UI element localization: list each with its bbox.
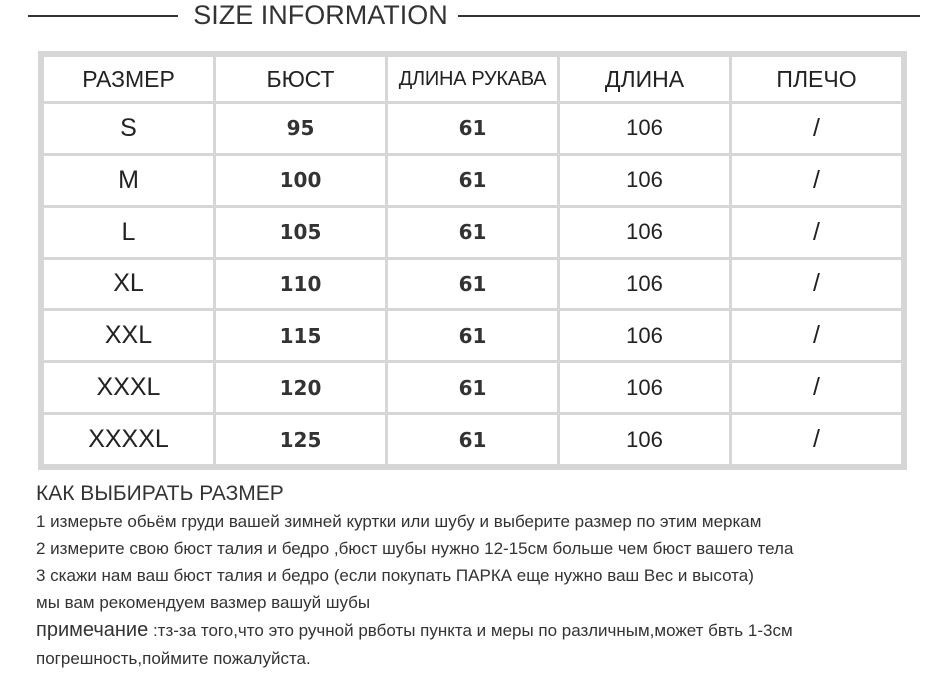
- table-row: [44, 311, 901, 360]
- cell-size: M: [44, 156, 213, 205]
- header-shoulder: ПЛЕЧО: [732, 57, 901, 101]
- note-label: примечание: [36, 619, 149, 641]
- note-text: :тз-за того,что это ручной рвботы пункта и меры по различным,может бвть 1-3см: [148, 621, 793, 640]
- header-sleeve-length: ДЛИНА РУКАВА: [388, 57, 557, 101]
- cell-shoulder: /: [732, 311, 901, 360]
- cell-length: 106: [560, 156, 729, 205]
- table-row: [44, 104, 901, 153]
- cell-shoulder: /: [732, 104, 901, 153]
- cell-sleeve: 61: [388, 415, 557, 464]
- table-row: [44, 363, 901, 412]
- table-row: [44, 208, 901, 257]
- cell-sleeve: 61: [388, 311, 557, 360]
- guide-step-1: 1 измерьте обьём груди вашей зимней куртки или шубу и выберите размер по этим меркам: [36, 512, 762, 531]
- cell-bust: 105: [216, 208, 385, 257]
- size-table-frame: [38, 51, 907, 470]
- cell-sleeve: 61: [388, 104, 557, 153]
- size-information-title-row: [28, 0, 920, 30]
- table-row: [44, 156, 901, 205]
- header-bust: БЮСТ: [216, 57, 385, 101]
- page-title: SIZE INFORMATION: [193, 0, 448, 30]
- guide-heading: КАК ВЫБИРАТЬ РАЗМЕР: [36, 482, 284, 505]
- header-length: ДЛИНА: [560, 57, 729, 101]
- cell-sleeve: 61: [388, 260, 557, 309]
- header-size: РАЗМЕР: [44, 57, 213, 101]
- cell-length: 106: [560, 104, 729, 153]
- table-row: [44, 415, 901, 464]
- cell-bust: 120: [216, 363, 385, 412]
- size-guide: [36, 480, 936, 672]
- table-header-row: [44, 57, 901, 101]
- guide-step-2: 2 измерите свою бюст талия и бедро ,бюст шубы нужно 12-15см больше чем бюст вашего тела: [36, 539, 794, 558]
- cell-bust: 100: [216, 156, 385, 205]
- cell-length: 106: [560, 208, 729, 257]
- size-table: [41, 54, 904, 467]
- title-rule-left: [28, 15, 178, 17]
- cell-shoulder: /: [732, 156, 901, 205]
- cell-sleeve: 61: [388, 156, 557, 205]
- cell-shoulder: /: [732, 208, 901, 257]
- cell-length: 106: [560, 415, 729, 464]
- cell-length: 106: [560, 363, 729, 412]
- cell-shoulder: /: [732, 363, 901, 412]
- cell-sleeve: 61: [388, 208, 557, 257]
- cell-size: XXL: [44, 311, 213, 360]
- cell-size: XL: [44, 260, 213, 309]
- guide-recommendation: мы вам рекомендуем вазмер вашуй шубы: [36, 593, 371, 612]
- cell-size: S: [44, 104, 213, 153]
- guide-step-3: 3 скажи нам ваш бюст талия и бедро (если покупать ПАРКА еще нужно ваш Вес и высота): [36, 566, 754, 585]
- table-row: [44, 260, 901, 309]
- cell-shoulder: /: [732, 415, 901, 464]
- cell-size: L: [44, 208, 213, 257]
- cell-sleeve: 61: [388, 363, 557, 412]
- title-rule-right: [458, 15, 920, 17]
- cell-size: XXXXL: [44, 415, 213, 464]
- cell-length: 106: [560, 260, 729, 309]
- cell-bust: 110: [216, 260, 385, 309]
- cell-shoulder: /: [732, 260, 901, 309]
- guide-note: [36, 616, 936, 646]
- cell-bust: 115: [216, 311, 385, 360]
- cell-bust: 125: [216, 415, 385, 464]
- cell-bust: 95: [216, 104, 385, 153]
- cell-size: XXXL: [44, 363, 213, 412]
- cell-length: 106: [560, 311, 729, 360]
- note-continuation: погрешность,поймите пожалуйста.: [36, 649, 311, 668]
